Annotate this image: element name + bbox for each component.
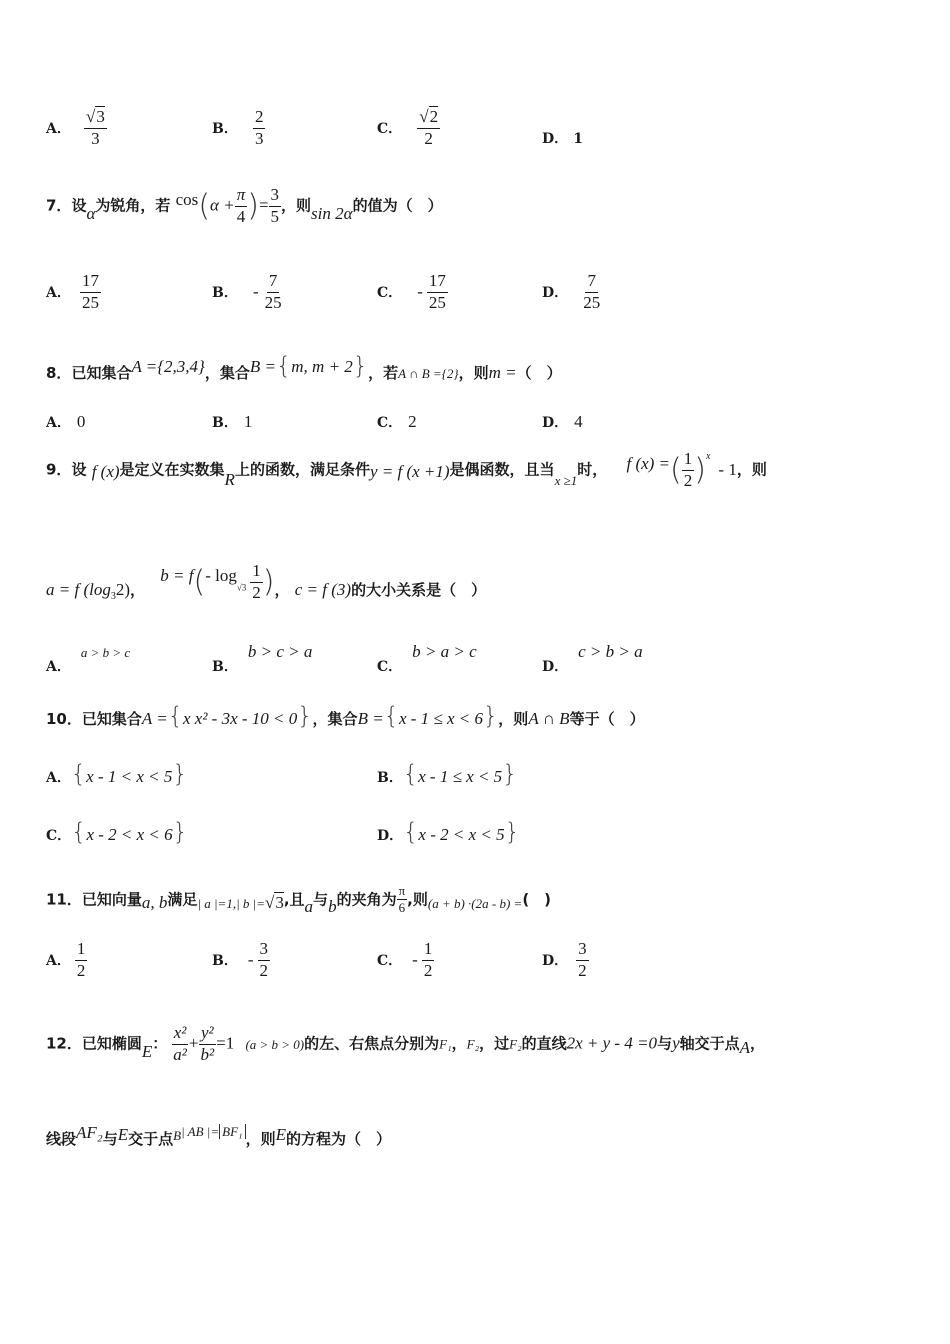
- question-11: 11．已知向量a, b满足| a |=1,| b |=√3,且a与b的夹角为 $\frac{\pi}{6}$ ,则(a + b) ·(2a - b) =( ): [46, 883, 552, 917]
- fraction: $\frac{1}{2}$: [76, 939, 86, 980]
- option-value: 2: [408, 412, 417, 431]
- question-number: 11．: [46, 890, 82, 909]
- text: 的方程为（ ）: [285, 1130, 391, 1148]
- paren-close: ): [694, 452, 706, 488]
- text: 满足: [167, 890, 198, 909]
- vectors: a, b: [141, 893, 168, 913]
- option-label: A．: [46, 285, 71, 302]
- text: 的夹角为: [336, 890, 397, 909]
- text: ,且: [283, 890, 305, 909]
- option-value: x - 2 < x < 6: [86, 825, 173, 844]
- cos: cos: [175, 189, 199, 209]
- option-value: 0: [76, 412, 86, 431]
- option-value: 4: [574, 412, 583, 431]
- focus-f2: F₂: [466, 1036, 480, 1052]
- question-number: 12．: [46, 1034, 82, 1053]
- option-c[interactable]: [377, 412, 417, 432]
- text: 的直线: [521, 1034, 567, 1053]
- text: 上的函数，满足条件: [234, 460, 370, 479]
- vector-a: a: [304, 897, 314, 917]
- set-r: R: [224, 469, 235, 489]
- text: 设: [71, 196, 87, 215]
- text: 的值为（ ）: [352, 196, 443, 215]
- option-label: D．: [542, 285, 569, 302]
- option-value: 1: [573, 131, 583, 147]
- text: 与: [102, 1130, 118, 1148]
- sqrt3: 3: [275, 893, 284, 913]
- option-d[interactable]: [542, 128, 583, 148]
- brace-open: {: [402, 760, 419, 788]
- y-eq: y = f (x +1): [369, 461, 450, 481]
- text: 是偶函数，且当: [449, 460, 555, 479]
- option-label: D．: [377, 828, 404, 844]
- set-a-inner: x x² - 3x - 10 < 0: [182, 709, 298, 728]
- colon: ：: [152, 1034, 168, 1053]
- fx: f (x): [91, 461, 120, 481]
- brace-open: {: [403, 818, 419, 846]
- log-base: √3: [236, 582, 247, 593]
- alpha: α: [86, 203, 96, 223]
- question-8: [46, 352, 562, 384]
- text: 交于点: [128, 1130, 174, 1148]
- option-a[interactable]: [46, 760, 188, 788]
- option-label: C．: [377, 953, 403, 970]
- ellipse-e: E: [117, 1125, 129, 1144]
- log: - log: [205, 565, 237, 585]
- fraction: $\frac{3}{2}$: [259, 939, 269, 980]
- option-b[interactable]: [212, 272, 284, 312]
- fraction: $\frac{7}{25}$: [264, 271, 282, 312]
- option-b[interactable]: [377, 760, 517, 788]
- text: 已知集合: [81, 710, 142, 728]
- paren-open: (: [193, 564, 206, 600]
- option-c[interactable]: [377, 940, 434, 980]
- sin2a: sin 2α: [311, 203, 353, 223]
- brace-close: }: [172, 760, 188, 788]
- text: 已知椭圆: [81, 1034, 142, 1053]
- option-d[interactable]: [377, 818, 520, 846]
- text: 已知集合: [71, 364, 132, 382]
- line-eq: 2x + y - 4 =0: [566, 1033, 658, 1053]
- option-value: x - 2 < x < 5: [418, 825, 505, 844]
- text: 与: [657, 1034, 673, 1053]
- fraction: $\frac{\text{x²}}{\text{a²}}$: [173, 1023, 187, 1064]
- text: ，则: [736, 460, 767, 479]
- option-label: C．: [377, 121, 403, 138]
- option-label: D．: [542, 659, 569, 675]
- option-a[interactable]: [46, 642, 131, 675]
- question-9: [46, 450, 767, 490]
- fraction: $\frac{1}{2}$: [252, 561, 261, 602]
- option-value: 1: [243, 412, 253, 431]
- text: 轴交于点: [679, 1034, 740, 1053]
- text: ，集合: [204, 364, 250, 382]
- minus: -: [252, 281, 259, 301]
- text: ，则: [498, 710, 529, 728]
- paren-close: ): [262, 564, 275, 600]
- a-def: a = f (log: [46, 579, 111, 599]
- option-value: x - 1 < x < 5: [86, 767, 173, 786]
- fraction: $\frac{√3}{3}$: [85, 107, 105, 148]
- brace-close: }: [172, 818, 188, 846]
- option-c[interactable]: [377, 272, 448, 312]
- log-base: 3: [110, 590, 116, 602]
- option-label: B．: [212, 659, 238, 675]
- b-def: b = f: [160, 565, 194, 585]
- option-b[interactable]: [212, 108, 265, 148]
- text: ( ): [522, 890, 552, 909]
- question-10: [46, 702, 645, 730]
- option-label: C．: [377, 285, 403, 302]
- fraction: $\frac{√2}{2}$: [419, 107, 439, 148]
- eq: =1: [216, 1033, 235, 1053]
- minus: -: [247, 949, 254, 969]
- fraction: $\frac{1}{2}$: [683, 449, 693, 490]
- option-c[interactable]: [46, 818, 188, 846]
- question-7: [46, 186, 443, 226]
- text: 的大小关系是（ ）: [351, 580, 487, 599]
- question-9-continued: [46, 562, 486, 602]
- vector-b: b: [328, 897, 337, 917]
- option-d[interactable]: [542, 412, 583, 432]
- text: 已知向量: [81, 890, 142, 909]
- comma: ，: [130, 580, 146, 599]
- brace-close: }: [502, 760, 518, 788]
- paren-open: (: [670, 452, 682, 488]
- text: ，则: [458, 364, 489, 382]
- question-number: 7．: [46, 196, 72, 215]
- text: 为锐角，若: [95, 196, 171, 215]
- fraction: $\frac{1}{2}$: [423, 939, 433, 980]
- expr: α +: [210, 195, 235, 215]
- question-number: 8．: [46, 364, 72, 382]
- brace-close: }: [297, 702, 313, 730]
- set-b-inner: m, m + 2: [291, 357, 353, 376]
- minus: -: [417, 281, 423, 301]
- y-axis: y: [672, 1033, 680, 1053]
- question-12: [46, 1024, 765, 1064]
- abs-ab: | AB |=: [181, 1124, 220, 1139]
- intersection: A ∩ B: [528, 709, 570, 728]
- option-label: D．: [542, 953, 569, 970]
- brace-close: }: [352, 352, 369, 380]
- option-label: D．: [542, 415, 569, 431]
- minus: -: [412, 949, 418, 969]
- brace-open: {: [70, 760, 87, 788]
- option-label: C．: [377, 659, 403, 675]
- option-d[interactable]: [542, 272, 602, 312]
- set-a: A =: [141, 709, 168, 728]
- option-label: B．: [212, 121, 238, 138]
- text: ，集合: [312, 710, 358, 728]
- eq: =: [258, 195, 269, 215]
- paren-open: (: [198, 188, 211, 224]
- option-value: c > b > a: [578, 642, 643, 661]
- option-a[interactable]: [46, 272, 101, 312]
- fraction: $\frac{3}{5}$: [270, 185, 280, 226]
- text: ，则: [245, 1130, 276, 1148]
- option-value: b > a > c: [412, 642, 477, 661]
- option-b[interactable]: [212, 940, 270, 980]
- option-label: B．: [212, 415, 238, 431]
- option-d[interactable]: [542, 642, 643, 675]
- fraction: $\frac{17}{25}$: [81, 271, 99, 312]
- option-label: C．: [377, 415, 403, 431]
- text: 的左、右焦点分别为: [304, 1034, 440, 1053]
- condition: (a > b > 0): [245, 1036, 305, 1052]
- focus-f2: F₂: [509, 1036, 522, 1052]
- option-label: B．: [212, 953, 238, 970]
- fraction: $\frac{\pi}{4}$: [236, 185, 246, 226]
- option-a[interactable]: [46, 412, 85, 432]
- set-b: B =: [357, 709, 384, 728]
- text: ，则: [281, 196, 312, 215]
- option-c[interactable]: [377, 108, 440, 148]
- text: ，: [750, 1034, 766, 1053]
- condition: | a |=1,| b |=: [197, 896, 265, 912]
- comma: ，: [274, 580, 290, 599]
- intersection: A ∩ B ={2}: [398, 366, 459, 381]
- minus-one: - 1: [718, 459, 737, 479]
- brace-open: {: [383, 702, 399, 730]
- text: 时，: [577, 460, 608, 479]
- question-12-continued: [46, 1123, 391, 1149]
- option-label: D．: [542, 131, 569, 147]
- expression: (a + b) ·(2a - b) =: [427, 896, 523, 912]
- question-number: 9．: [46, 460, 72, 479]
- text: ，若: [368, 364, 399, 382]
- plus: +: [188, 1033, 199, 1053]
- text: ,则: [407, 890, 428, 909]
- option-label: B．: [377, 770, 403, 786]
- option-label: A．: [46, 659, 71, 675]
- brace-open: {: [167, 702, 183, 730]
- option-b[interactable]: [212, 642, 313, 675]
- option-label: A．: [46, 770, 71, 786]
- point-b: B: [173, 1128, 182, 1143]
- fraction: $\frac{7}{25}$: [583, 271, 601, 312]
- set-b-inner: x - 1 ≤ x < 6: [398, 709, 484, 728]
- m-expr: m =: [488, 363, 517, 382]
- text: 与: [313, 890, 329, 909]
- set-b: B =: [249, 357, 276, 376]
- fraction: $\frac{2}{3}$: [254, 107, 264, 148]
- text: ，过: [479, 1034, 510, 1053]
- brace-close: }: [504, 818, 520, 846]
- exponent: x: [705, 450, 711, 462]
- condition: x ≥1: [554, 472, 578, 488]
- option-label: A．: [46, 415, 71, 431]
- brace-close: }: [483, 702, 499, 730]
- ellipse-e: E: [275, 1125, 286, 1144]
- option-value: a > b > c: [80, 645, 131, 660]
- fx-def: f (x) =: [626, 453, 671, 473]
- comma: ，: [451, 1034, 467, 1053]
- fraction: $\frac{\pi}{6}$: [398, 883, 406, 916]
- text: 设: [71, 460, 87, 479]
- fraction: $\frac{\text{y²}}{\text{b²}}$: [200, 1023, 215, 1064]
- option-a[interactable]: [46, 108, 107, 148]
- brace-open: {: [71, 818, 87, 846]
- fraction: $\frac{3}{2}$: [578, 939, 587, 980]
- option-c[interactable]: [377, 642, 477, 675]
- fraction: $\frac{17}{25}$: [428, 271, 446, 312]
- paren-close: ): [247, 188, 259, 224]
- option-b[interactable]: [212, 412, 252, 432]
- text: 是定义在实数集: [119, 460, 225, 479]
- text: 线段: [46, 1130, 77, 1148]
- option-label: A．: [46, 953, 71, 970]
- option-label: B．: [212, 285, 238, 302]
- option-label: C．: [46, 828, 72, 844]
- c-def: c = f (3): [294, 579, 352, 599]
- segment-af2: AF₂: [76, 1123, 103, 1142]
- option-value: x - 1 ≤ x < 5: [418, 767, 503, 786]
- option-value: b > c > a: [247, 642, 313, 661]
- option-d[interactable]: [542, 940, 589, 980]
- focus-f1: F₁: [439, 1036, 452, 1052]
- question-number: 10．: [46, 710, 82, 728]
- a-def-end: 2): [115, 579, 131, 599]
- point-a: A: [739, 1037, 751, 1057]
- text: （ ）: [516, 364, 562, 382]
- brace-open: {: [275, 352, 292, 380]
- option-label: A．: [46, 121, 71, 138]
- abs-bf1: BF₁: [219, 1124, 245, 1139]
- option-a[interactable]: [46, 940, 87, 980]
- text: 等于（ ）: [569, 710, 645, 728]
- set-a: A ={2,3,4}: [131, 357, 205, 376]
- ellipse-e: E: [141, 1041, 153, 1061]
